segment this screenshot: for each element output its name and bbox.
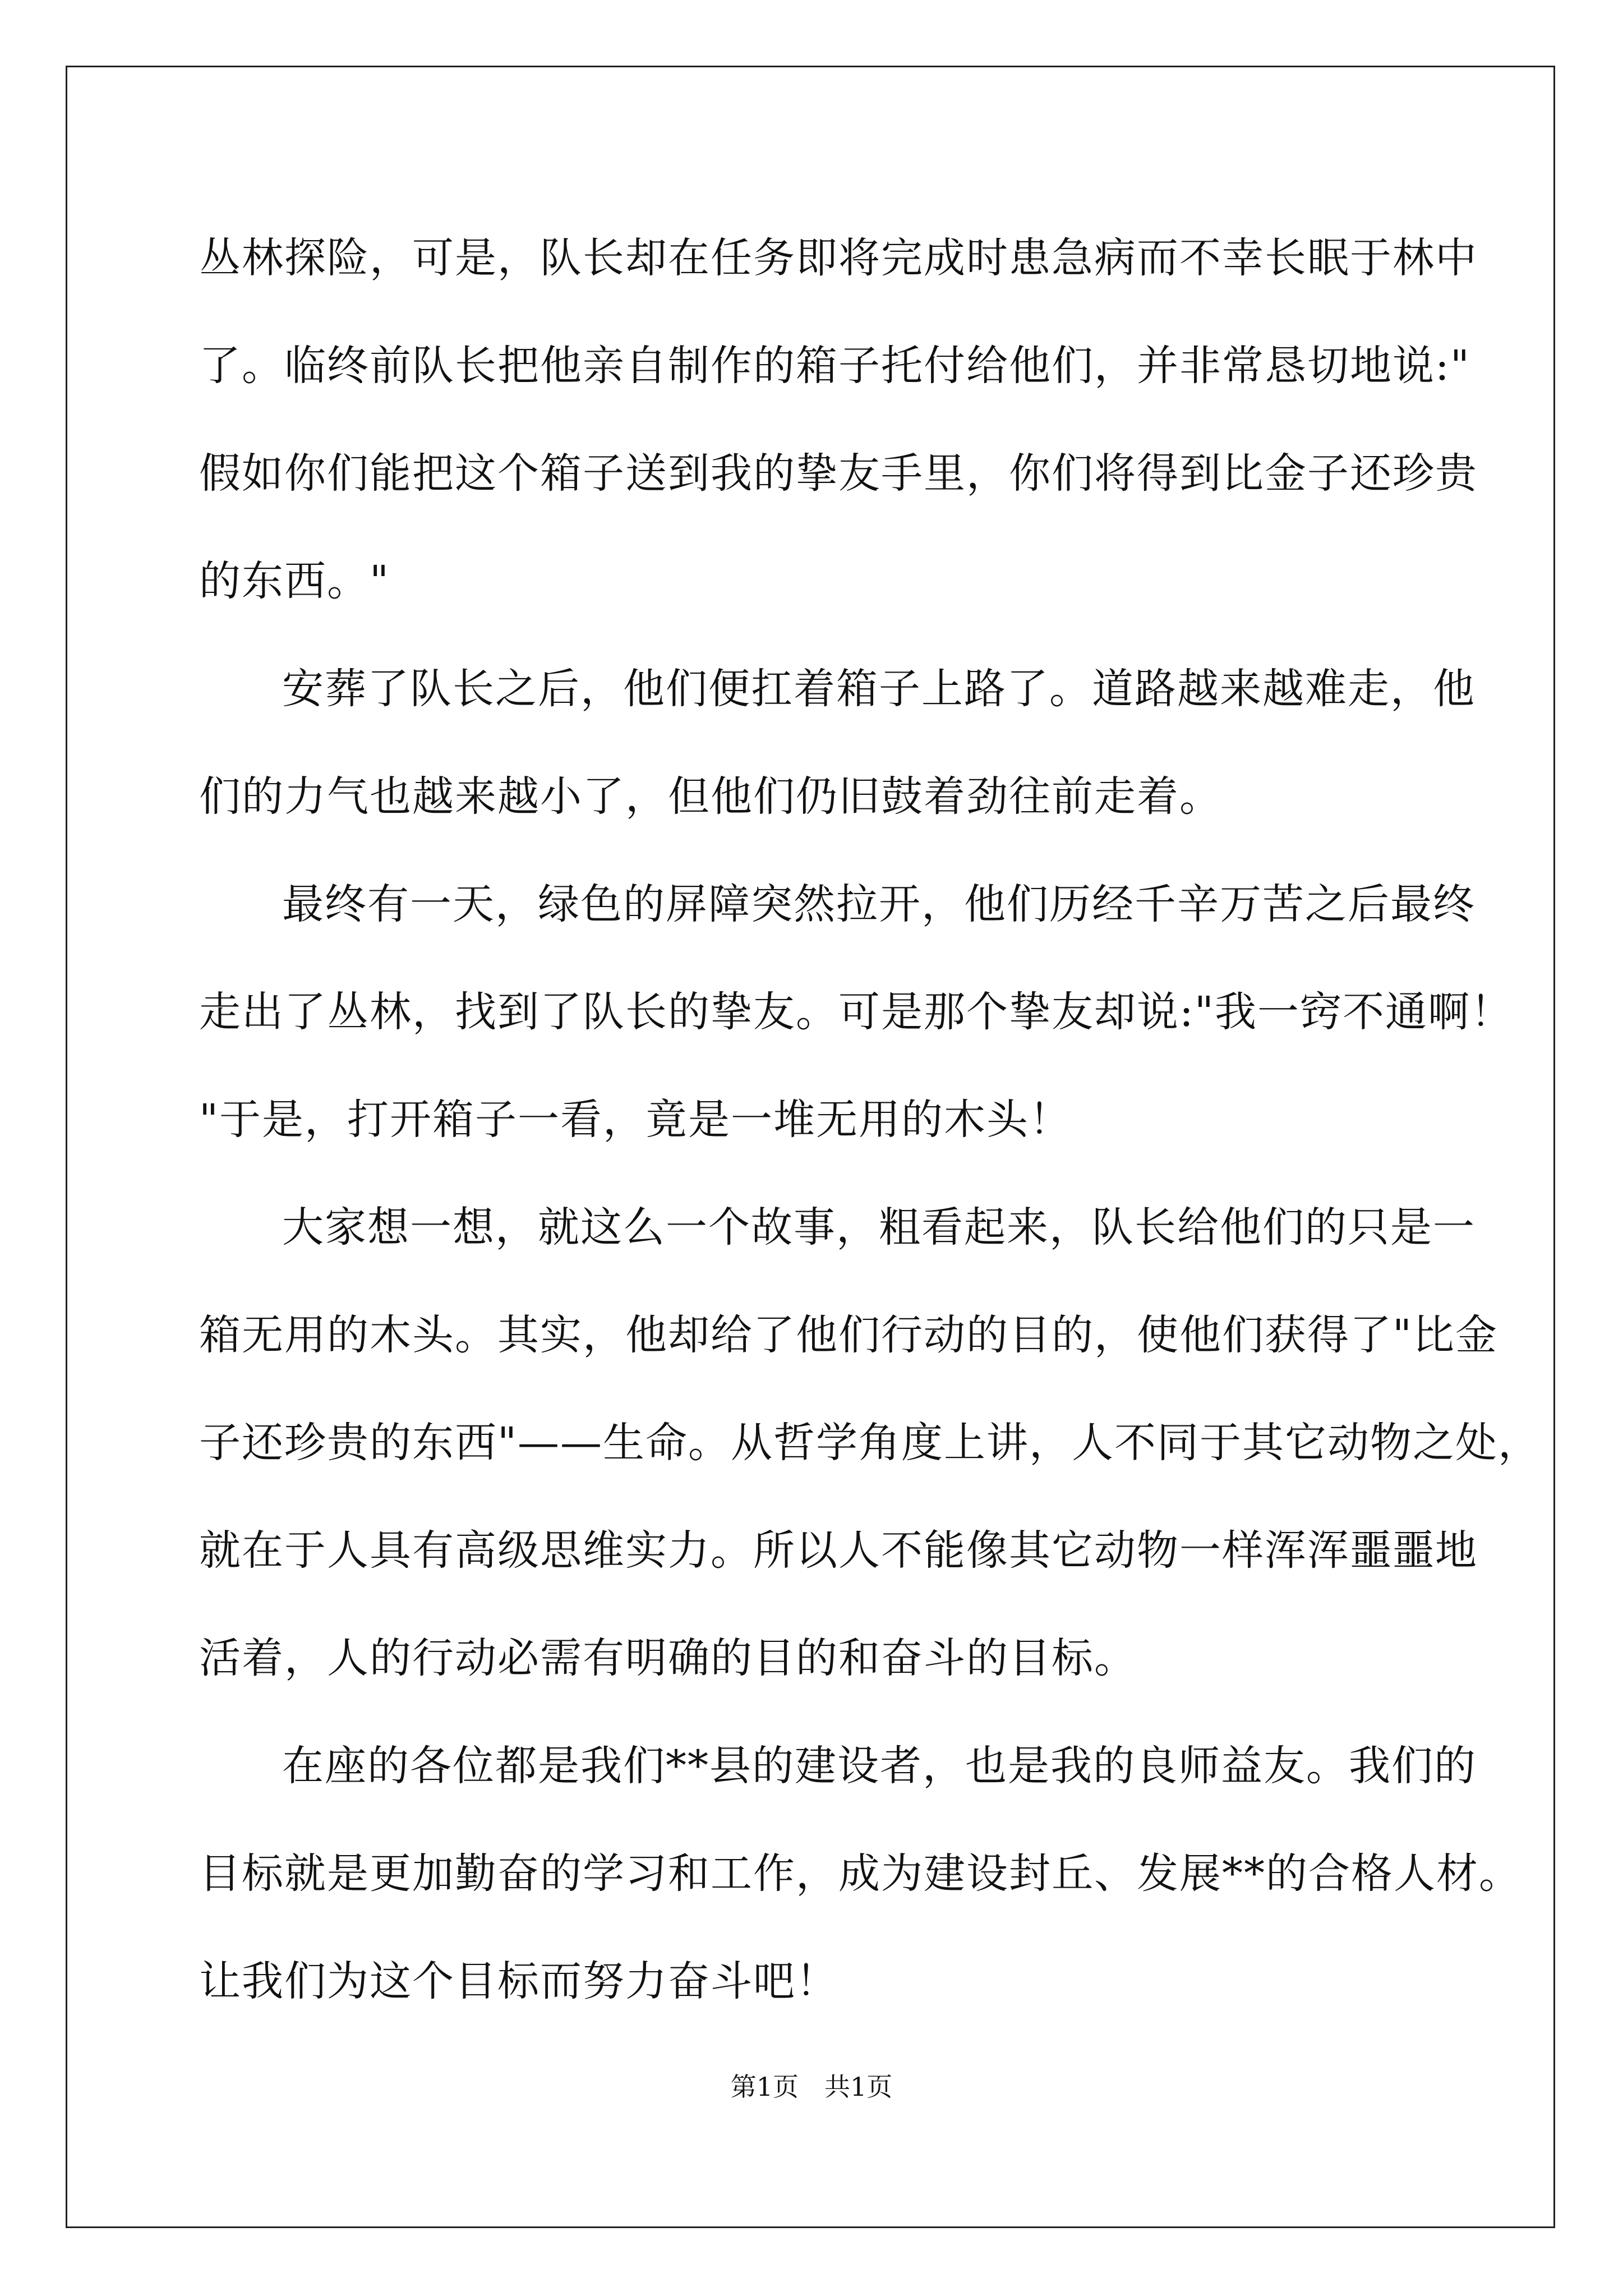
paragraph-first-line: 最终有一天，绿色的屏障突然拉开，他们历经千辛万苦之后最终 [282,880,1476,928]
text-line: 箱无用的木头。其实，他却给了他们行动的目的，使他们获得了"比金 [199,1311,1498,1359]
text-line: 的东西。" [199,557,390,605]
text-line: 丛林探险，可是，队长却在任务即将完成时患急病而不幸长眠于林中 [199,234,1478,282]
text-line: 假如你们能把这个箱子送到我的挚友手里，你们将得到比金子还珍贵 [199,449,1478,498]
paragraph-first-line: 在座的各位都是我们**县的建设者，也是我的良师益友。我们的 [282,1742,1477,1790]
text-line: 活着，人的行动必需有明确的目的和奋斗的目标。 [199,1634,1137,1682]
paragraph-first-line: 安葬了队长之后，他们便扛着箱子上路了。道路越来越难走，他 [282,665,1476,713]
paragraph-first-line: 大家想一想，就这么一个故事，粗看起来，队长给他们的只是一 [282,1203,1476,1251]
text-line: 子还珍贵的东西"——生命。从哲学角度上讲，人不同于其它动物之处， [199,1419,1541,1467]
text-line: "于是，打开箱子一看，竟是一堆无用的木头！ [199,1096,1072,1144]
text-line: 让我们为这个目标而努力奋斗吧！ [199,1957,838,2005]
text-line: 走出了丛林，找到了队长的挚友。可是那个挚友却说:"我一窍不通啊！ [199,988,1513,1036]
text-line: 目标就是更加勤奋的学习和工作，成为建设封丘、发展**的合格人材。 [199,1849,1521,1898]
text-line: 们的力气也越来越小了，但他们仍旧鼓着劲往前走着。 [199,772,1222,821]
page-number: 第1页 共1页 [730,2072,893,2102]
text-line: 就在于人具有高级思维实力。所以人不能像其它动物一样浑浑噩噩地 [199,1526,1478,1575]
text-line: 了。临终前队长把他亲自制作的箱子托付给他们，并非常恳切地说:" [199,342,1470,390]
